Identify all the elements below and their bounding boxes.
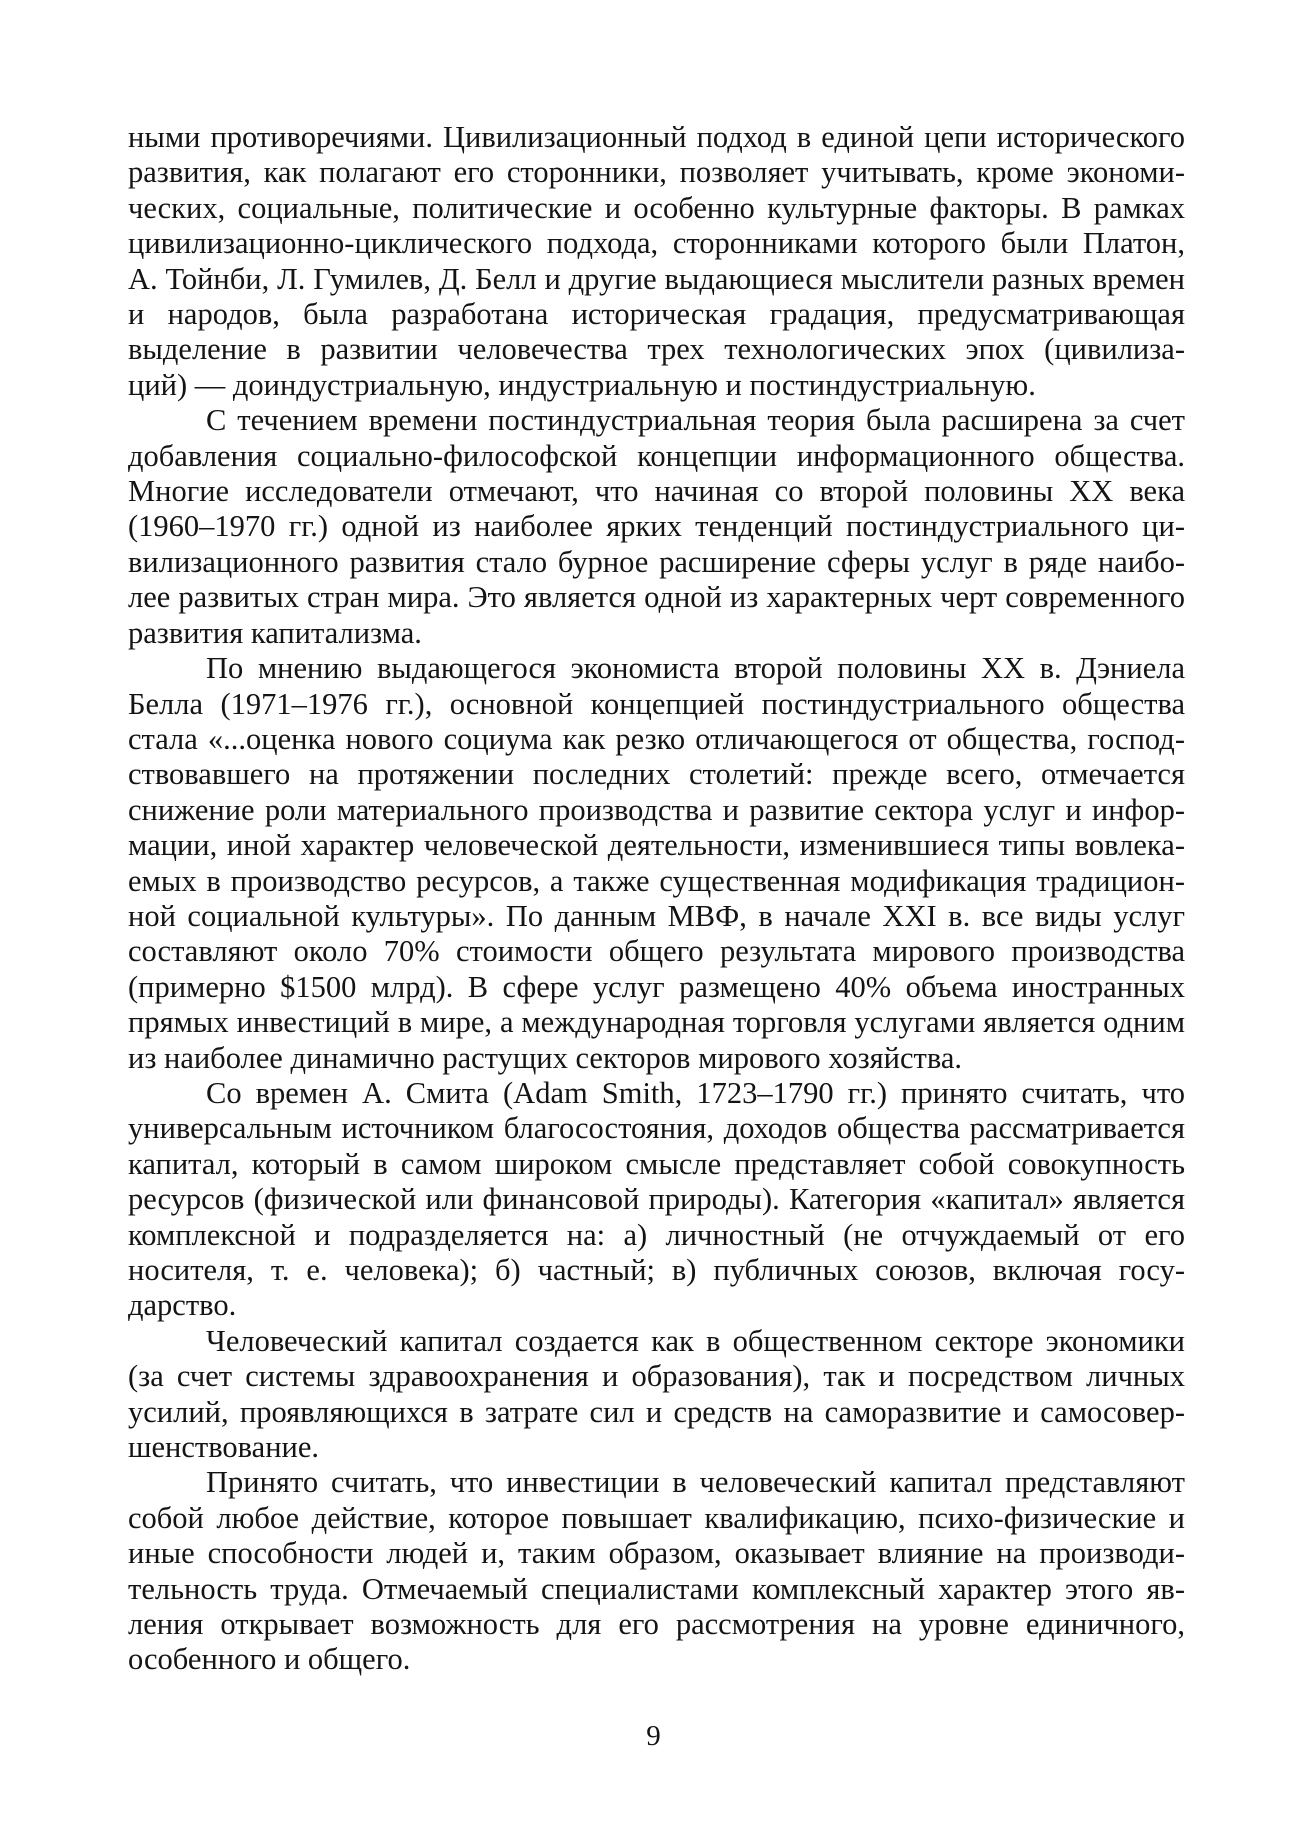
paragraph-2: С течением времени постиндустриальная теория была расширена за счет добавления социально-философской концепции информационного общества. Многие исследователи отмечают, что начиная со второй половины XX века (1960–1970 гг.) одной из наиболее ярких тенденций постиндустриального цивилизационного развития стало бурное расширение сферы услуг в ряде наиболее развитых стран мира. Это является одной из характерных черт современного развития капитализма. [128,403,1185,650]
paragraph-1: ными противоречиями. Цивилизационный подход в единой цепи исторического развития, как полагают его сторонники, позволяет учитывать, кроме экономических, социальные, политические и особенно культурные факторы. В рамках цивилизационно-циклического подхода, сторонниками которого были Платон, А. Тойнби, Л. Гумилев, Д. Белл и другие выдающиеся мыслители разных времен и народов, была разработана историческая градация, предусматривающая выделение в развитии человечества трех технологических эпох (цивилизаций) — доиндустриальную, индустриальную и постиндустриальную. [128,120,1185,402]
paragraph-6: Принято считать, что инвестиции в человеческий капитал представляют собой любое действие, которое повышает квалификацию, психо-физические и иные способности людей и, таким образом, оказывает влияние на производительность труда. Отмечаемый специалистами комплексный характер этого явления открывает возможность для его рассмотрения на уровне единичного, особенного и общего. [128,1465,1185,1677]
paragraph-3: По мнению выдающегося экономиста второй половины XX в. Дэниела Белла (1971–1976 гг.), основной концепцией постиндустриального общества стала «...оценка нового социума как резко отличающегося от общества, господствовавшего на протяжении последних столетий: прежде всего, отмечается снижение роли материального производства и развитие сектора услуг и информации, иной характер человеческой деятельности, изменившиеся типы вовлекаемых в производство ресурсов, а также существенная модификация традиционной социальной культуры». По данным МВФ, в начале XXI в. все виды услуг составляют около 70% стоимости общего результата мирового производства (примерно $1500 млрд). В сфере услуг размещено 40% объема иностранных прямых инвестиций в мире, а международная торговля услугами является одним из наиболее динамично растущих секторов мирового хозяйства. [128,651,1185,1075]
page-number: 9 [646,1720,661,1752]
paragraph-4: Со времен А. Смита (Adam Smith, 1723–1790 гг.) принято считать, что универсальным источником благосостояния, доходов общества рассматривается капитал, который в самом широком смысле представляет собой совокупность ресурсов (физической или финансовой природы). Категория «капитал» является комплексной и подразделяется на: а) личностный (не отчуждаемый от его носителя, т. е. человека); б) частный; в) публичных союзов, включая государство. [128,1075,1185,1323]
body-text [128,120,1185,1678]
paragraph-5: Человеческий капитал создается как в общественном секторе экономики (за счет системы здравоохранения и образования), так и посредством личных усилий, проявляющихся в затрате сил и средств на саморазвитие и самосовершенствование. [128,1323,1185,1465]
